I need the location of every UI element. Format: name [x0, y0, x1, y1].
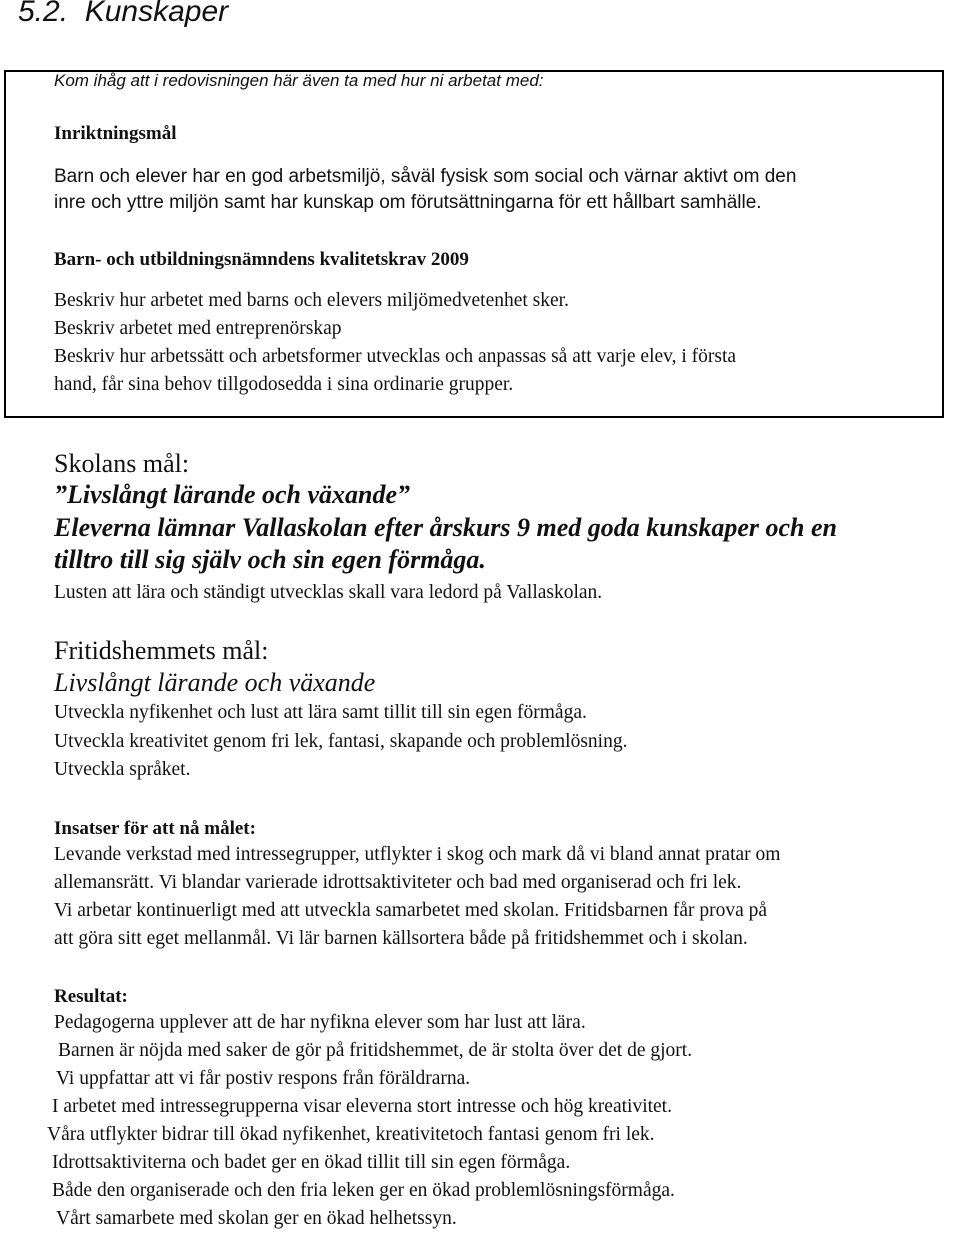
resultat-line: Pedagogerna upplever att de har nyfikna elever som har lust att lära. [54, 1012, 586, 1033]
skolans-note: Lusten att lära och ständigt utvecklas skall vara ledord på Vallaskolan. [54, 582, 603, 603]
insatser-line: Vi arbetar kontinuerligt med att utveckla samarbetet med skolan. Fritidsbarnen får prova på [54, 900, 768, 921]
section-heading [18, 0, 228, 30]
krav-line: Beskriv hur arbetet med barns och elevers miljömedvetenhet sker. [54, 290, 569, 311]
krav-line: Beskriv arbetet med entreprenörskap [54, 318, 342, 339]
skolans-heading: Skolans mål: [54, 449, 190, 478]
fritids-line: Utveckla nyfikenhet och lust att lära samt tillit till sin egen förmåga. [54, 702, 587, 723]
fritids-line: Utveckla språket. [54, 759, 191, 780]
reminder-text: Kom ihåg att i redovisningen här även ta med hur ni arbetat med: [54, 71, 544, 90]
inriktning-heading: Inriktningsmål [54, 123, 177, 144]
inriktning-line: inre och yttre miljön samt har kunskap om förutsättningarna för ett hållbart samhälle. [54, 192, 762, 213]
insatser-line: allemansrätt. Vi blandar varierade idrottsaktiviteter och bad med organiserad och fri lek. [54, 872, 742, 893]
skolans-goal-line: tilltro till sig själv och sin egen förmåga. [54, 545, 486, 574]
fritids-motto: Livslångt lärande och växande [54, 668, 376, 697]
resultat-line: Idrottsaktiviterna och badet ger en ökad tillit till sin egen förmåga. [52, 1152, 571, 1173]
fritids-heading: Fritidshemmets mål: [54, 636, 269, 665]
inriktning-line: Barn och elever har en god arbetsmiljö, såväl fysisk som social och värnar aktivt om den [54, 166, 797, 187]
insatser-heading: Insatser för att nå målet: [54, 818, 256, 839]
resultat-line: Vi uppfattar att vi får postiv respons från föräldrarna. [56, 1068, 471, 1089]
resultat-heading: Resultat: [54, 986, 128, 1007]
resultat-line: Både den organiserade och den fria leken ger en ökad problemlösningsförmåga. [52, 1180, 675, 1201]
section-number: 5.2. [18, 0, 69, 28]
resultat-line: Vårt samarbete med skolan ger en ökad helhetssyn. [56, 1208, 457, 1229]
resultat-line: Våra utflykter bidrar till ökad nyfikenhet, kreativitetoch fantasi genom fri lek. [47, 1124, 655, 1145]
skolans-goal-line: Eleverna lämnar Vallaskolan efter årskurs 9 med goda kunskaper och en [54, 513, 837, 542]
resultat-line: Barnen är nöjda med saker de gör på fritidshemmet, de är stolta över det de gjort. [58, 1040, 693, 1061]
section-title: Kunskaper [84, 0, 229, 28]
krav-line: Beskriv hur arbetssätt och arbetsformer utvecklas och anpassas så att varje elev, i första [54, 346, 737, 367]
insatser-line: att göra sitt eget mellanmål. Vi lär barnen källsortera både på fritidshemmet och i skolan. [54, 928, 748, 949]
krav-line: hand, får sina behov tillgodosedda i sina ordinarie grupper. [54, 374, 514, 395]
resultat-line: I arbetet med intressegrupperna visar eleverna stort intresse och hög kreativitet. [52, 1096, 672, 1117]
skolans-motto: ”Livslångt lärande och växande” [54, 480, 411, 509]
krav-heading: Barn- och utbildningsnämndens kvalitetskrav 2009 [54, 249, 469, 270]
insatser-line: Levande verkstad med intressegrupper, utflykter i skog och mark då vi bland annat pratar om [54, 844, 781, 865]
fritids-line: Utveckla kreativitet genom fri lek, fantasi, skapande och problemlösning. [54, 731, 628, 752]
